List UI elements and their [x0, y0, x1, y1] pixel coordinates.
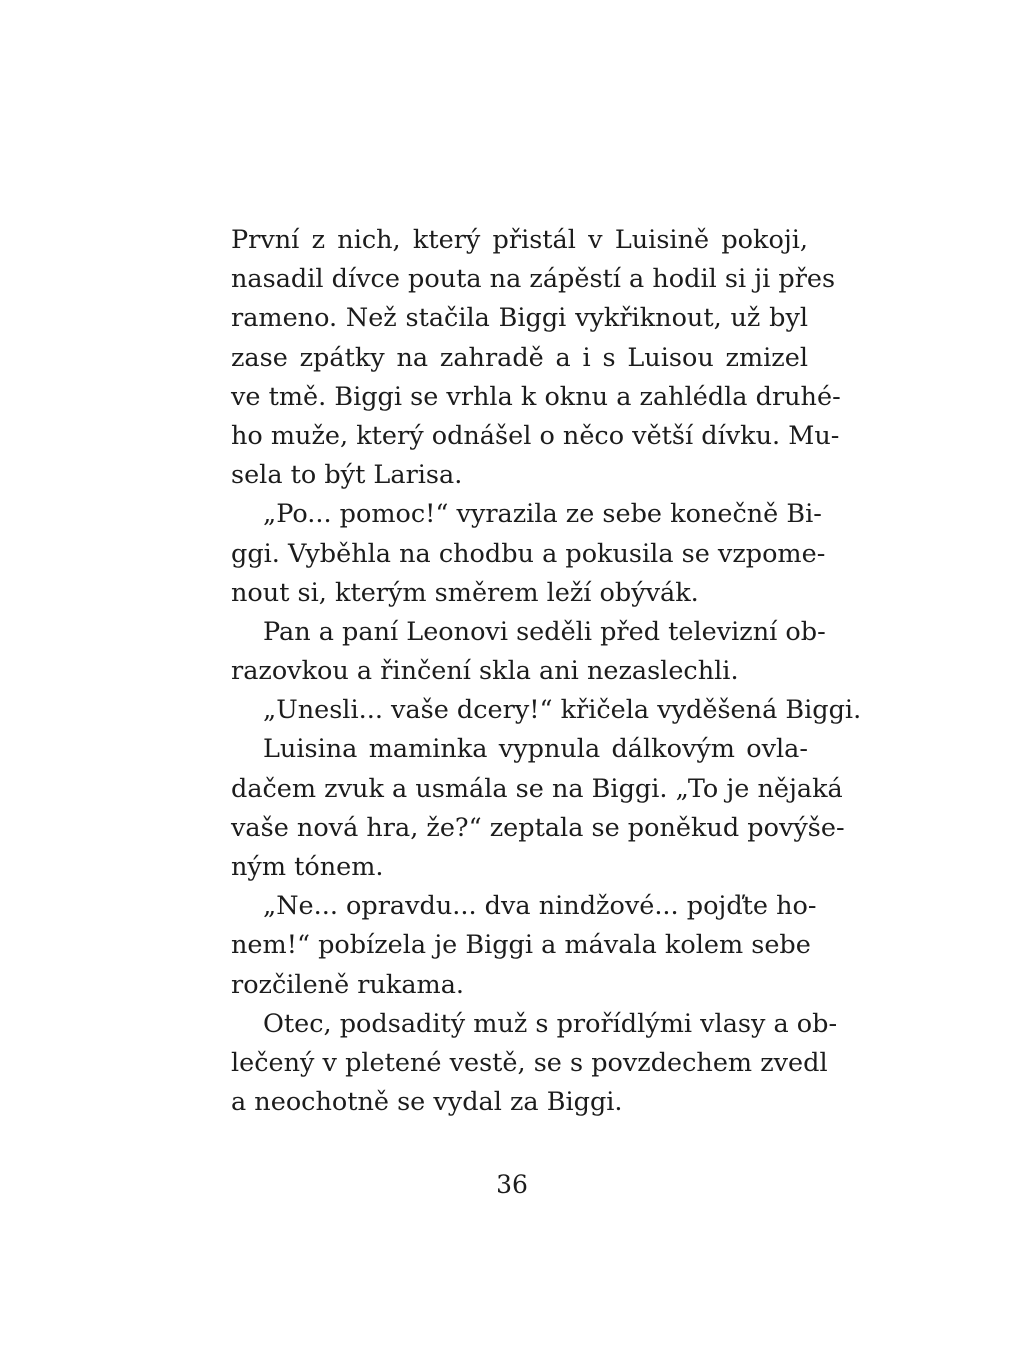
text-line: ným tónem.	[231, 852, 384, 882]
text-line: Luisina maminka vypnula dálkovým ovla-	[263, 734, 808, 765]
text-line: Pan a paní Leonovi seděli před televizní ob-	[263, 616, 826, 647]
text-line: dačem zvuk a usmála se na Biggi. „To je nějaká	[231, 773, 843, 804]
text-line: „Po... pomoc!“ vyrazila ze sebe konečně Bi-	[263, 499, 822, 530]
text-line: nout si, kterým směrem leží obývák.	[231, 577, 699, 608]
text-line: První z nich, který přistál v Luisině pokoji,	[231, 225, 808, 255]
text-line: a neochotně se vydal za Biggi.	[231, 1087, 623, 1118]
text-line: rameno. Než stačila Biggi vykřiknout, už byl	[231, 303, 808, 334]
text-line: ho muže, který odnášel o něco větší dívku. Mu-	[231, 420, 840, 451]
text-line: „Unesli... vaše dcery!“ křičela vyděšená Biggi.	[263, 695, 862, 726]
text-line: nasadil dívce pouta na zápěstí a hodil si ji přes	[231, 264, 836, 295]
text-line: lečený v pletené vestě, se s povzdechem zvedl	[231, 1047, 828, 1078]
text-line: „Ne... opravdu... dva nindžové... pojďte ho-	[263, 891, 817, 922]
text-line: nem!“ pobízela je Biggi a mávala kolem sebe	[231, 930, 811, 961]
body-text	[231, 221, 862, 1122]
text-line: ggi. Vyběhla na chodbu a pokusila se vzpome-	[231, 538, 826, 569]
text-line: ve tmě. Biggi se vrhla k oknu a zahlédla druhé-	[231, 381, 841, 412]
text-line: vaše nová hra, že?“ zeptala se poněkud povýše-	[231, 812, 845, 843]
text-line: Otec, podsaditý muž s prořídlými vlasy a ob-	[263, 1008, 838, 1039]
text-line: rozčileně rukama.	[231, 969, 465, 1000]
text-line: zase zpátky na zahradě a i s Luisou zmizel	[231, 342, 808, 373]
text-line: razovkou a řinčení skla ani nezaslechli.	[231, 656, 739, 687]
page-number: 36	[496, 1170, 528, 1199]
text-line: sela to být Larisa.	[231, 460, 463, 491]
